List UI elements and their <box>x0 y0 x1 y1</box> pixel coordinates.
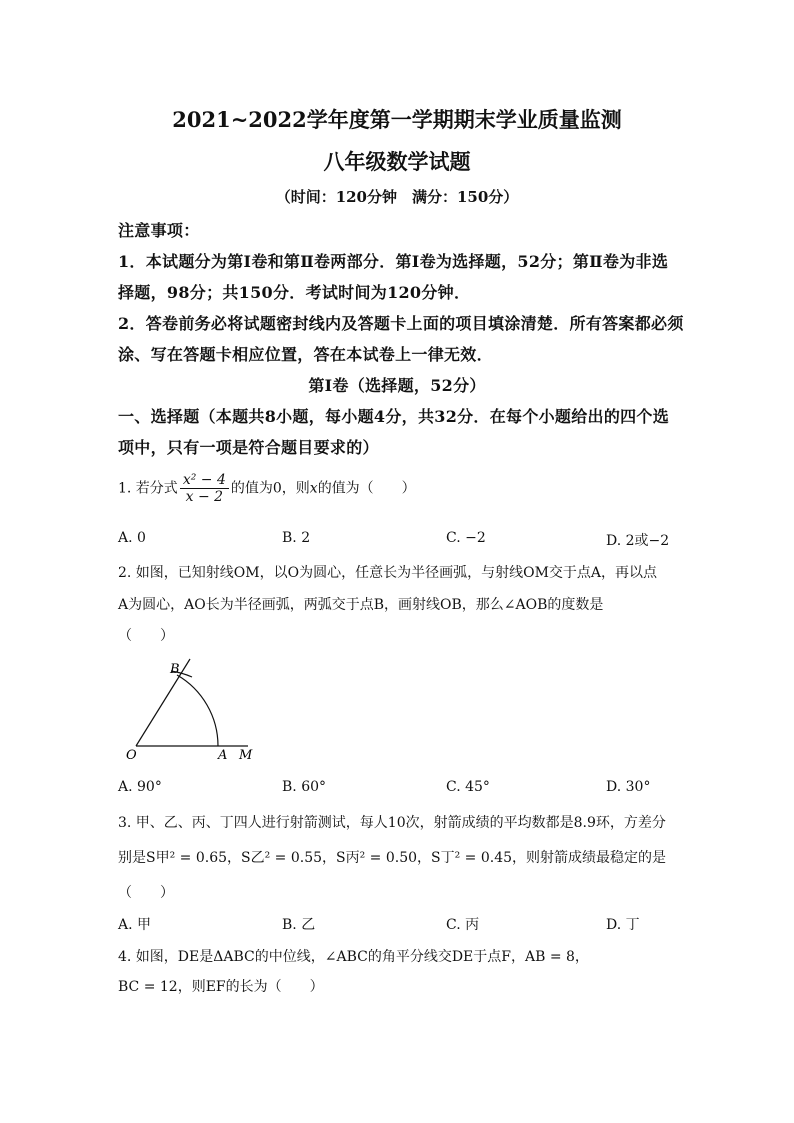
q1-option-a: A. 0 <box>118 530 146 546</box>
q2-option-c: C. 45° <box>446 779 490 795</box>
label-m: M <box>239 748 253 763</box>
question-1 <box>118 472 688 505</box>
q1-option-b: B. 2 <box>282 530 311 546</box>
q1-variable: x <box>309 480 318 497</box>
q1-prefix: 1. 若分式 <box>118 480 178 497</box>
q3-option-b: B. 乙 <box>282 917 316 933</box>
q1-fraction <box>180 472 229 505</box>
q2-line-2: A为圆心，AO长为半径画弧，两弧交于点B，画射线OB，那么∠AOB的度数是 <box>118 597 604 613</box>
arc-centered-o <box>177 675 218 746</box>
exam-subtitle: 八年级数学试题 <box>323 149 471 174</box>
exam-time-info: （时间：120分钟 满分：150分） <box>275 188 519 206</box>
notes-heading: 注意事项： <box>118 221 200 240</box>
note-2-line-1: 2．答卷前务必将试题密封线内及答题卡上面的项目填涂清楚．所有答案都必须 <box>118 314 684 333</box>
q4-line-1: 4. 如图，DE是ΔABC的中位线，∠ABC的角平分线交DE于点F，AB = 8， <box>118 949 589 965</box>
q4-line-2: BC = 12，则EF的长为（ ） <box>118 979 324 995</box>
exam-title: 2021~2022学年度第一学期期末学业质量监测 <box>172 107 622 132</box>
q1-text-b: 的值为（ ） <box>317 480 416 497</box>
note-1-line-1: 1．本试题分为第Ⅰ卷和第Ⅱ卷两部分．第Ⅰ卷为选择题，52分；第Ⅱ卷为非选 <box>118 252 669 271</box>
q3-option-d: D. 丁 <box>606 917 640 933</box>
q1-option-c: C. −2 <box>446 530 486 546</box>
label-b: B <box>170 662 180 677</box>
q1-denominator: x − 2 <box>185 489 224 505</box>
q3-line-3: （ ） <box>118 885 174 901</box>
part1-heading: 第Ⅰ卷（选择题，52分） <box>308 376 486 395</box>
ray-ob <box>136 659 190 746</box>
q3-line-1: 3. 甲、乙、丙、丁四人进行射箭测试，每人10次，射箭成绩的平均数都是8.9环，方差分 <box>118 815 666 831</box>
q2-line-3: （ ） <box>118 628 174 644</box>
q3-line-2: 别是S甲² = 0.65，S乙² = 0.55，S丙² = 0.50，S丁² = 0.45，则射箭成绩最稳定的是 <box>118 850 667 866</box>
q2-option-b: B. 60° <box>282 779 327 795</box>
q1-text-a: 的值为0，则 <box>230 480 310 497</box>
label-a: A <box>218 748 228 763</box>
q3-option-c: C. 丙 <box>446 917 480 933</box>
q1-numerator: x² − 4 <box>180 472 229 489</box>
q2-option-d: D. 30° <box>606 779 651 795</box>
section-intro-line-1: 一、选择题（本题共8小题，每小题4分，共32分．在每个小题给出的四个选 <box>118 407 670 426</box>
note-1-line-2: 择题，98分；共150分．考试时间为120分钟． <box>118 283 471 302</box>
label-o: O <box>126 748 137 763</box>
q2-option-a: A. 90° <box>118 779 162 795</box>
q2-figure <box>120 655 270 765</box>
section-intro-line-2: 项中，只有一项是符合题目要求的） <box>118 438 379 457</box>
note-2-line-2: 涂、写在答题卡相应位置，答在本试卷上一律无效． <box>118 345 493 364</box>
q2-line-1: 2. 如图，已知射线OM，以O为圆心，任意长为半径画弧，与射线OM交于点A，再以点 <box>118 565 658 581</box>
q1-option-d: D. 2或−2 <box>606 533 670 549</box>
q3-option-a: A. 甲 <box>118 917 152 933</box>
